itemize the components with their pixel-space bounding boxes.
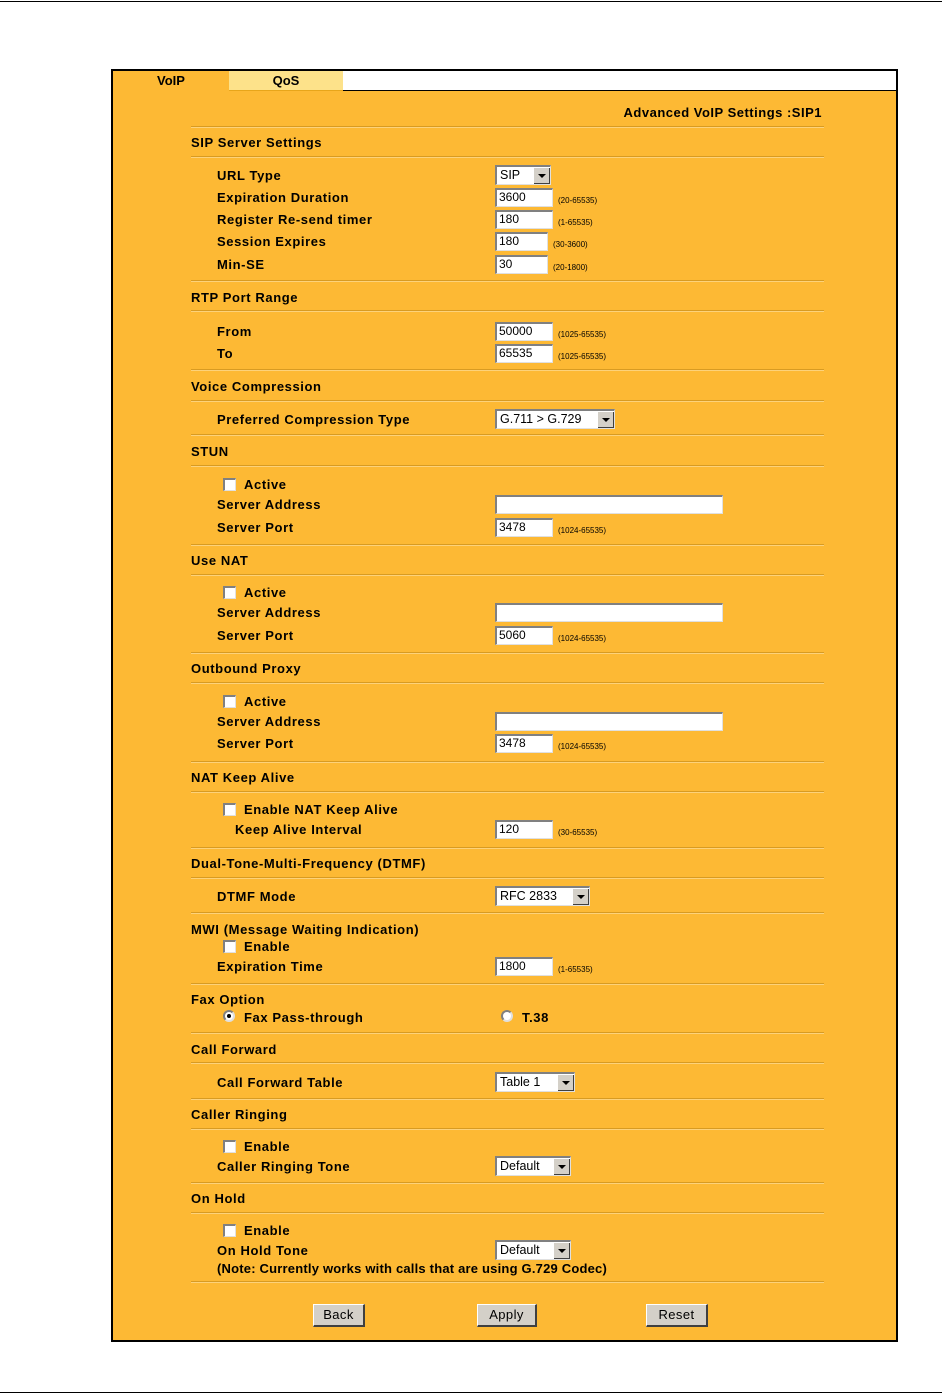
dtmf-mode-value: RFC 2833 <box>500 889 557 903</box>
settings-panel <box>111 69 898 1342</box>
fax-passthrough-label: Fax Pass-through <box>244 1010 364 1025</box>
nat-server-address-label: Server Address <box>217 605 322 620</box>
chevron-down-icon[interactable] <box>572 888 589 905</box>
mwi-expiration-label: Expiration Time <box>217 959 324 974</box>
dtmf-mode-select[interactable] <box>495 886 590 906</box>
bottom-rule <box>0 1392 942 1393</box>
stun-port-range-hint: (1024-65535) <box>558 526 607 535</box>
nat-active-checkbox[interactable] <box>223 586 236 599</box>
divider <box>191 847 824 849</box>
mwi-expiration-input[interactable]: 1800 <box>495 957 553 976</box>
divider <box>191 912 824 914</box>
register-resend-label: Register Re-send timer <box>217 212 373 227</box>
dtmf-mode-label: DTMF Mode <box>217 889 297 904</box>
divider <box>191 574 824 576</box>
divider <box>191 1281 824 1283</box>
keepalive-enable-label: Enable NAT Keep Alive <box>244 802 399 817</box>
divider <box>191 1062 824 1064</box>
section-header-nat: Use NAT <box>191 553 249 568</box>
resend-range-hint: (1-65535) <box>558 218 593 227</box>
mwi-range-hint: (1-65535) <box>558 965 593 974</box>
section-header-on-hold: On Hold <box>191 1191 246 1206</box>
on-hold-enable-checkbox[interactable] <box>223 1224 236 1237</box>
proxy-active-label: Active <box>244 694 287 709</box>
min-se-range-hint: (20-1800) <box>553 263 588 272</box>
divider <box>191 983 824 985</box>
mwi-enable-checkbox[interactable] <box>223 940 236 953</box>
on-hold-tone-select[interactable] <box>495 1240 571 1260</box>
nat-active-label: Active <box>244 585 287 600</box>
call-forward-table-label: Call Forward Table <box>217 1075 344 1090</box>
session-range-hint: (30-3600) <box>553 240 588 249</box>
caller-ringing-tone-select[interactable] <box>495 1156 571 1176</box>
divider <box>191 761 824 763</box>
divider <box>191 877 824 879</box>
nat-server-port-input[interactable]: 5060 <box>495 626 553 645</box>
rtp-from-label: From <box>217 324 252 339</box>
keepalive-interval-input[interactable]: 120 <box>495 820 553 839</box>
section-header-voice: Voice Compression <box>191 379 322 394</box>
divider <box>191 400 824 402</box>
caller-ringing-tone-label: Caller Ringing Tone <box>217 1159 351 1174</box>
compression-type-value: G.711 > G.729 <box>500 412 582 426</box>
session-expires-label: Session Expires <box>217 234 327 249</box>
keepalive-interval-label: Keep Alive Interval <box>235 822 363 837</box>
section-header-dtmf: Dual-Tone-Multi-Frequency (DTMF) <box>191 856 426 871</box>
divider <box>191 544 824 546</box>
section-header-stun: STUN <box>191 444 229 459</box>
min-se-input[interactable]: 30 <box>495 255 548 274</box>
proxy-server-address-label: Server Address <box>217 714 322 729</box>
proxy-server-address-input[interactable] <box>495 712 723 731</box>
stun-server-port-label: Server Port <box>217 520 294 535</box>
section-header-proxy: Outbound Proxy <box>191 661 302 676</box>
section-header-call-forward: Call Forward <box>191 1042 277 1057</box>
fax-t38-radio[interactable] <box>501 1010 513 1022</box>
min-se-label: Min-SE <box>217 257 265 272</box>
top-rule <box>0 1 942 2</box>
proxy-server-port-label: Server Port <box>217 736 294 751</box>
proxy-port-range-hint: (1024-65535) <box>558 742 607 751</box>
rtp-to-label: To <box>217 346 234 361</box>
tab-qos[interactable]: QoS <box>229 71 343 91</box>
divider <box>191 465 824 467</box>
on-hold-enable-label: Enable <box>244 1223 291 1238</box>
nat-port-range-hint: (1024-65535) <box>558 634 607 643</box>
back-button[interactable]: Back <box>313 1304 365 1327</box>
expiration-duration-label: Expiration Duration <box>217 190 350 205</box>
divider <box>191 126 824 128</box>
register-resend-input[interactable]: 180 <box>495 210 553 229</box>
stun-active-checkbox[interactable] <box>223 478 236 491</box>
divider <box>191 682 824 684</box>
expiration-duration-input[interactable]: 3600 <box>495 188 553 207</box>
proxy-server-port-input[interactable]: 3478 <box>495 734 553 753</box>
caller-ringing-enable-label: Enable <box>244 1139 291 1154</box>
mwi-enable-label: Enable <box>244 939 291 954</box>
divider <box>191 1098 824 1100</box>
keepalive-range-hint: (30-65535) <box>558 828 598 837</box>
expiration-range-hint: (20-65535) <box>558 196 598 205</box>
rtp-from-range-hint: (1025-65535) <box>558 330 607 339</box>
rtp-to-range-hint: (1025-65535) <box>558 352 607 361</box>
session-expires-input[interactable]: 180 <box>495 232 548 251</box>
section-header-sip: SIP Server Settings <box>191 135 323 150</box>
divider <box>191 156 824 158</box>
on-hold-note: (Note: Currently works with calls that are using G.729 Codec) <box>217 1261 608 1276</box>
compression-type-label: Preferred Compression Type <box>217 412 411 427</box>
section-header-mwi: MWI (Message Waiting Indication) <box>191 922 420 937</box>
caller-ringing-tone-value: Default <box>500 1159 540 1173</box>
section-header-fax: Fax Option <box>191 992 265 1007</box>
fax-t38-label: T.38 <box>522 1010 549 1025</box>
tab-voip[interactable]: VoIP <box>113 71 229 90</box>
fax-passthrough-radio[interactable] <box>223 1010 235 1022</box>
divider <box>191 1212 824 1214</box>
stun-active-label: Active <box>244 477 287 492</box>
chevron-down-icon[interactable] <box>553 1242 570 1259</box>
call-forward-table-select[interactable] <box>495 1072 575 1092</box>
divider <box>191 1182 824 1184</box>
on-hold-tone-label: On Hold Tone <box>217 1243 309 1258</box>
url-type-value: SIP <box>500 168 521 182</box>
nat-server-address-input[interactable] <box>495 603 723 622</box>
rtp-from-input[interactable]: 50000 <box>495 322 553 341</box>
page-title: Advanced VoIP Settings :SIP1 <box>623 105 822 120</box>
stun-server-address-label: Server Address <box>217 497 322 512</box>
divider <box>191 369 824 371</box>
keepalive-enable-checkbox[interactable] <box>223 803 236 816</box>
chevron-down-icon[interactable] <box>597 411 614 428</box>
url-type-label: URL Type <box>217 168 282 183</box>
divider <box>191 1128 824 1130</box>
section-header-rtp: RTP Port Range <box>191 290 299 305</box>
divider <box>191 652 824 654</box>
on-hold-tone-value: Default <box>500 1243 540 1257</box>
stun-server-address-input[interactable] <box>495 495 723 514</box>
divider <box>191 434 824 436</box>
chevron-down-icon[interactable] <box>557 1074 574 1091</box>
section-header-keepalive: NAT Keep Alive <box>191 770 295 785</box>
section-header-caller-ringing: Caller Ringing <box>191 1107 288 1122</box>
proxy-active-checkbox[interactable] <box>223 695 236 708</box>
nat-server-port-label: Server Port <box>217 628 294 643</box>
divider <box>191 1032 824 1034</box>
apply-button[interactable]: Apply <box>477 1304 537 1327</box>
call-forward-table-value: Table 1 <box>500 1075 541 1089</box>
caller-ringing-enable-checkbox[interactable] <box>223 1140 236 1153</box>
tab-bar-fill <box>343 71 896 91</box>
divider <box>191 791 824 793</box>
stun-server-port-input[interactable]: 3478 <box>495 518 553 537</box>
compression-type-select[interactable] <box>495 409 615 429</box>
divider <box>191 280 824 282</box>
divider <box>191 310 824 312</box>
url-type-select[interactable] <box>495 165 551 185</box>
rtp-to-input[interactable]: 65535 <box>495 344 553 363</box>
chevron-down-icon[interactable] <box>553 1158 570 1175</box>
chevron-down-icon[interactable] <box>533 167 550 184</box>
reset-button[interactable]: Reset <box>646 1304 708 1327</box>
